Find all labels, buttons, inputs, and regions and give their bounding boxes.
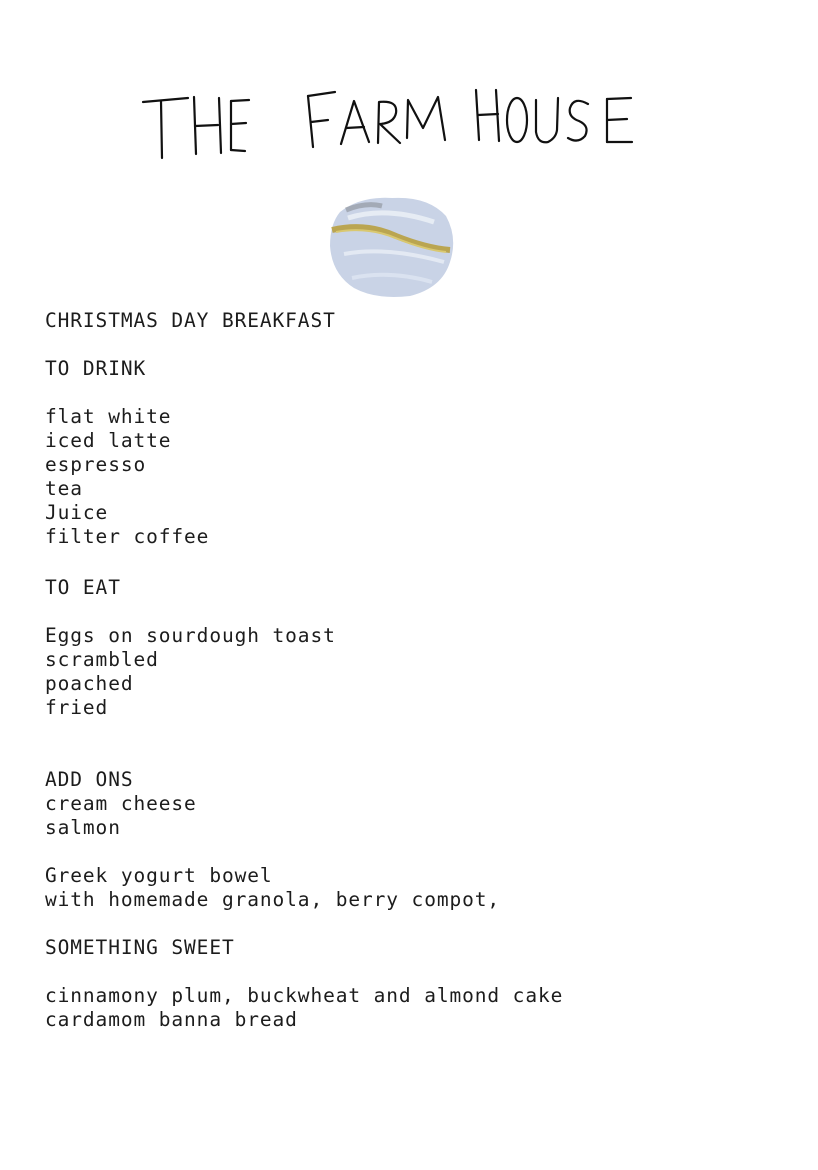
breakfast-menu [45, 309, 785, 1032]
list-item: poached [45, 672, 134, 695]
list-item: cardamom banna bread [45, 1008, 298, 1031]
list-item: salmon [45, 816, 121, 839]
list-item: filter coffee [45, 525, 210, 548]
list-item: fried [45, 696, 109, 719]
list-item: Juice [45, 501, 109, 524]
list-item: tea [45, 477, 83, 500]
menu-title: CHRISTMAS DAY BREAKFAST [45, 309, 336, 332]
dish-name: Eggs on sourdough toast [45, 624, 336, 647]
painted-brushstroke-icon [326, 192, 458, 300]
yogurt-dish-detail: with homemade granola, berry compot, [45, 888, 501, 911]
list-item: iced latte [45, 429, 172, 452]
farmhouse-logo [130, 80, 650, 165]
list-item: espresso [45, 453, 147, 476]
addons-heading: ADD ONS [45, 768, 134, 791]
sweet-heading: SOMETHING SWEET [45, 936, 235, 959]
list-item: cinnamony plum, buckwheat and almond cake [45, 984, 564, 1007]
list-item: scrambled [45, 648, 159, 671]
yogurt-dish-name: Greek yogurt bowel [45, 864, 273, 887]
eat-heading: TO EAT [45, 576, 121, 599]
list-item: cream cheese [45, 792, 197, 815]
list-item: flat white [45, 405, 172, 428]
drink-heading: TO DRINK [45, 357, 147, 380]
